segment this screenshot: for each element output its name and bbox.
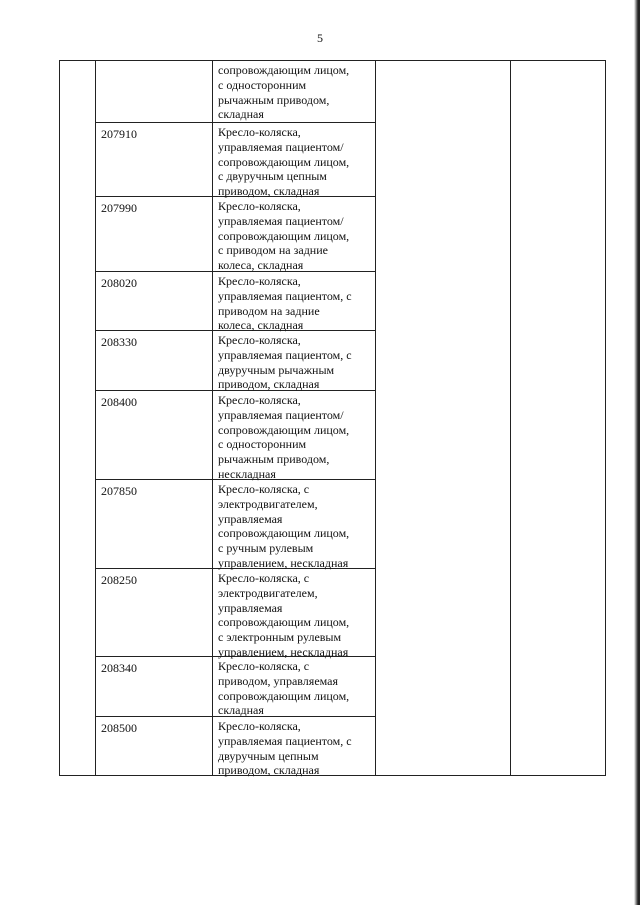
product-code: 208400 <box>101 395 137 409</box>
page-number: 5 <box>317 31 323 45</box>
product-name: Кресло-коляска, управляемая пациентом/ сопровождающим лицом, с двуручным цепным приводом, складная <box>218 125 350 199</box>
product-code: 207990 <box>101 201 137 215</box>
product-name: Кресло-коляска, управляемая пациентом/ сопровождающим лицом, с односторонним рычажным приводом, нескладная <box>218 393 350 481</box>
product-code: 208500 <box>101 721 137 735</box>
product-name: Кресло-коляска, управляемая пациентом/ сопровождающим лицом, с приводом на задние колеса, складная <box>218 199 350 273</box>
product-code: 207910 <box>101 127 137 141</box>
product-code: 208020 <box>101 276 137 290</box>
product-code: 208250 <box>101 573 137 587</box>
table-top-border <box>59 60 606 61</box>
col-line-1 <box>95 60 96 776</box>
product-name: сопровождающим лицом, с односторонним рычажным приводом, складная <box>218 63 350 122</box>
product-name: Кресло-коляска, с электродвигателем, управляемая сопровождающим лицом, с электронным рулевым управлением, нескладная <box>218 571 350 659</box>
scan-edge <box>634 0 640 905</box>
product-name: Кресло-коляска, управляемая пациентом, с двуручным рычажным приводом, складная <box>218 333 352 392</box>
product-code: 208330 <box>101 335 137 349</box>
product-name: Кресло-коляска, управляемая пациентом, с двуручным цепным приводом, складная <box>218 719 352 778</box>
product-code: 207850 <box>101 484 137 498</box>
product-name: Кресло-коляска, с приводом, управляемая сопровождающим лицом, складная <box>218 659 350 718</box>
col-line-left <box>59 60 60 776</box>
product-code: 208340 <box>101 661 137 675</box>
col-line-4 <box>510 60 511 776</box>
col-line-right <box>605 60 606 776</box>
product-name: Кресло-коляска, управляемая пациентом, с приводом на задние колеса, складная <box>218 274 352 333</box>
product-name: Кресло-коляска, с электродвигателем, управляемая сопровождающим лицом, с ручным рулевым управлением, нескладная <box>218 482 350 570</box>
col-line-2 <box>212 60 213 776</box>
